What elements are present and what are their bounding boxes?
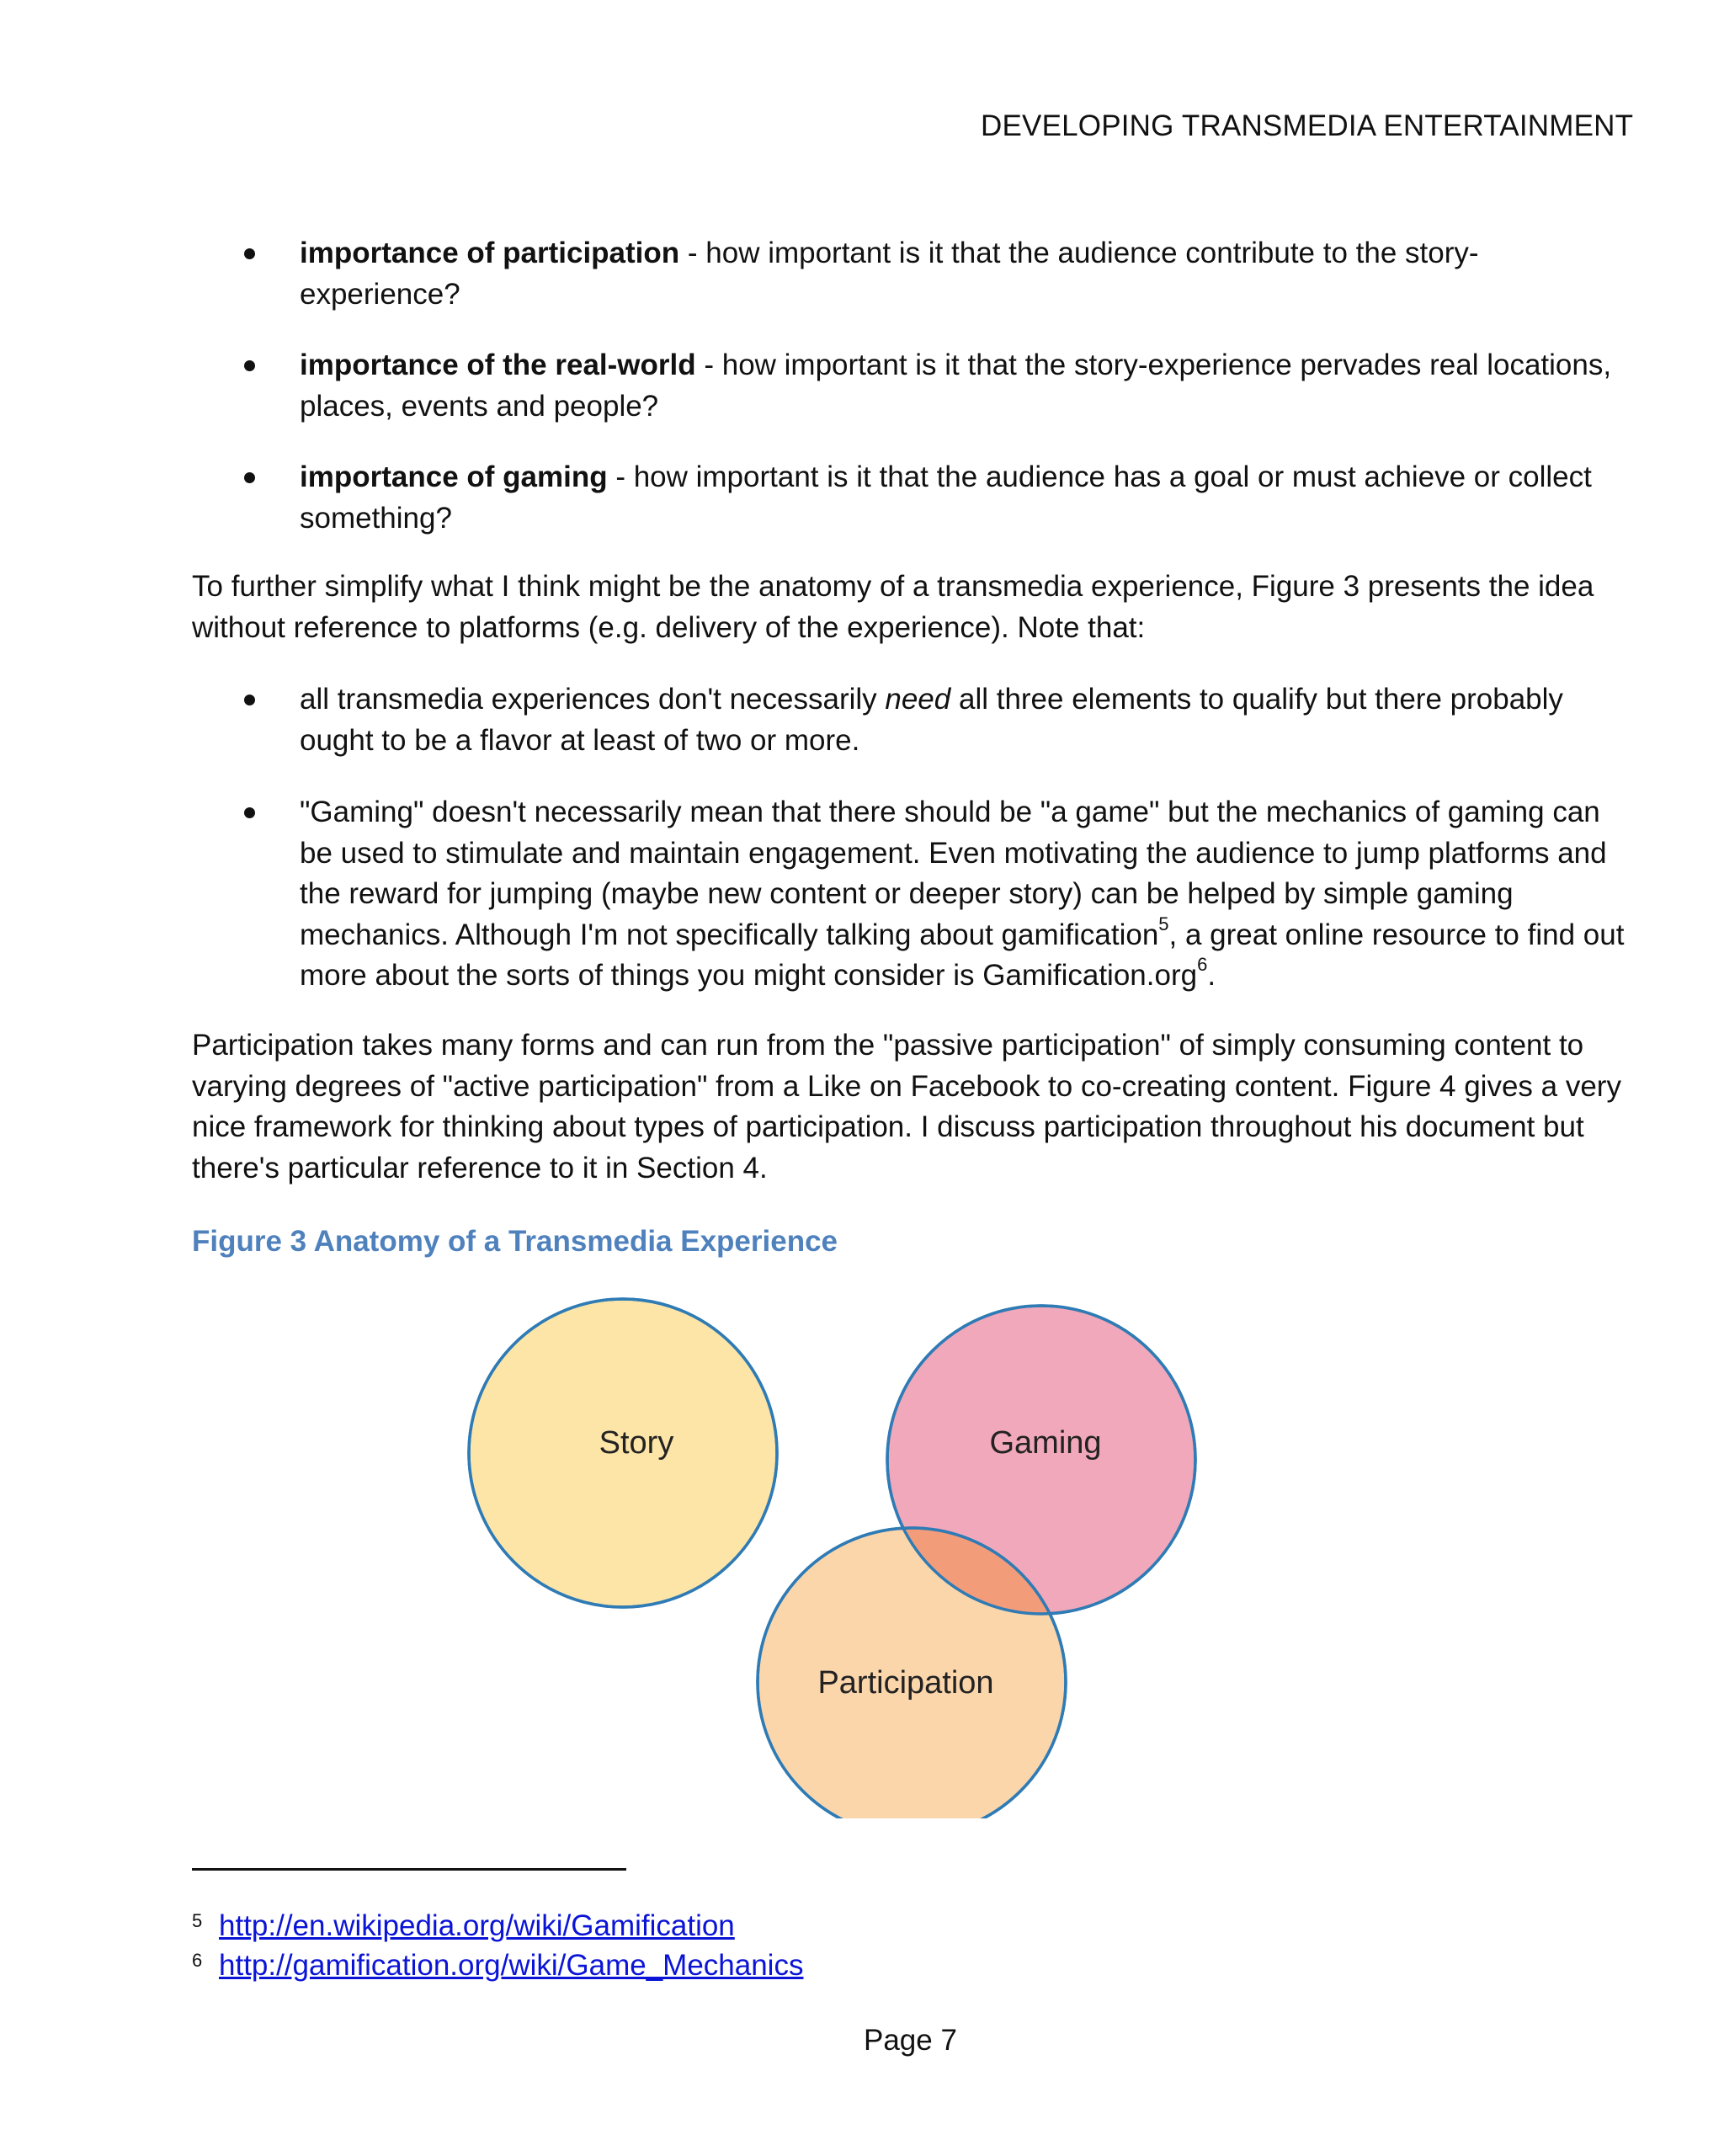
footnote-link-5[interactable]: http://en.wikipedia.org/wiki/Gamification [219, 1909, 735, 1942]
bullet-dot-icon [241, 457, 258, 498]
bullet-item-gaming [249, 457, 1630, 539]
bullet-dot-icon [241, 792, 258, 833]
bullet-item-gaming-mechanics [249, 792, 1630, 997]
footnote-ref-6[interactable]: 6 [1197, 954, 1208, 976]
bullet-term: importance of participation [300, 237, 680, 269]
paragraph-anatomy-intro: To further simplify what I think might be the anatomy of a transmedia experience, Figure 3 presents the idea without reference to platforms (e.g. delivery of the experience). Note that: [192, 570, 1594, 644]
footnote-link-6[interactable]: http://gamification.org/wiki/Game_Mechanics [219, 1949, 804, 1982]
bullet-dot-icon [241, 233, 258, 274]
footnote-number: 6 [192, 1950, 203, 1971]
page-number: Page 7 [864, 2024, 957, 2057]
running-header: DEVELOPING TRANSMEDIA ENTERTAINMENT [981, 109, 1634, 142]
story-label: Story [599, 1425, 674, 1461]
bullet-dot-icon [241, 345, 258, 386]
bullet-text: all three elements to qualify but there probably ought to be a flavor at least of two or more. [300, 683, 1563, 757]
bullet-term: importance of the real-world [300, 349, 696, 381]
footnote-5 [192, 1908, 735, 1945]
footnote-separator [192, 1868, 626, 1871]
bullet-text: all transmedia experiences don't necessarily [300, 683, 886, 716]
bullet-dot-icon [241, 679, 258, 720]
participation-label: Participation [817, 1665, 994, 1701]
bullet-text: - how important is it that the audience has a goal or must achieve or collect something? [300, 460, 1592, 535]
bullet-text: "Gaming" doesn't necessarily mean that there should be "a game" but the mechanics of gaming can be used to stimulate and maintain engagement. Even motivating the audience to jump platforms and the reward for jumping (maybe new content or deeper story) can be helped by simple gaming mechanics. Although I'm not specifically talking about gamification [300, 796, 1607, 951]
bullet-item-participation [249, 233, 1630, 315]
paragraph-participation: Participation takes many forms and can run from the "passive participation" of simply consuming content to varying degrees of "active participation" from a Like on Facebook to co-creating content. Figure 4 gives a very nice framework for thinking about types of participation. I discuss participation throughout his document but there's particular reference to it in Section 4. [192, 1029, 1621, 1184]
emphasis-need: need [885, 683, 951, 716]
bullet-term: importance of gaming [300, 460, 608, 493]
bullet-text: - how important is it that the story-experience pervades real locations, places, events and people? [300, 349, 1612, 423]
bullet-item-three-elements [249, 679, 1630, 761]
bullet-item-real-world [249, 345, 1630, 427]
gaming-label: Gaming [989, 1425, 1102, 1461]
footnote-ref-5[interactable]: 5 [1158, 913, 1169, 934]
bullet-text: - how important is it that the audience contribute to the story-experience? [300, 237, 1479, 311]
bullet-text: , a great online resource to find out more about the sorts of things you might consider is Gamification.org [300, 918, 1625, 992]
footnote-number: 5 [192, 1910, 203, 1931]
figure-caption: Figure 3 Anatomy of a Transmedia Experience [192, 1225, 838, 1258]
venn-diagram [387, 1280, 1229, 1818]
footnote-6 [192, 1947, 803, 1984]
bullet-text: . [1207, 959, 1216, 992]
